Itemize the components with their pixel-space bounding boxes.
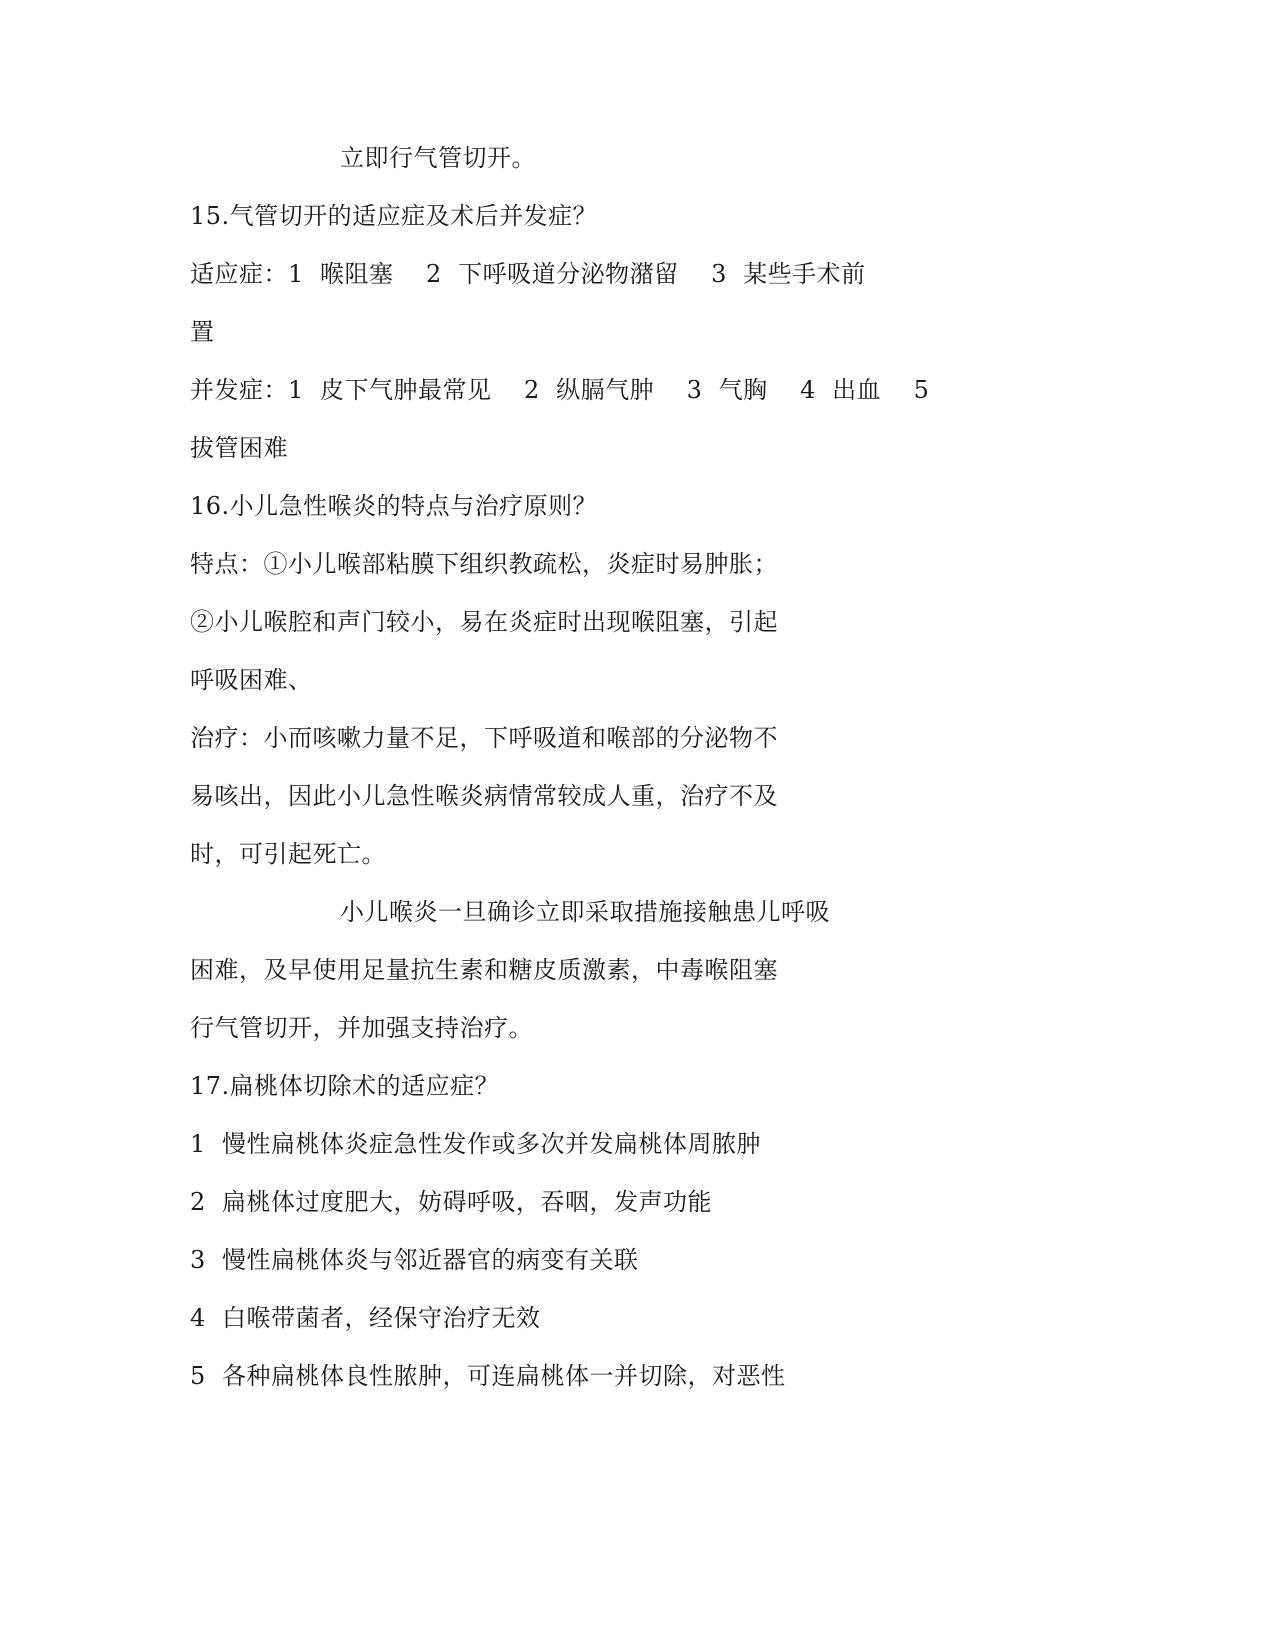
text-line: 易咳出，因此小儿急性喉炎病情常较成人重，治疗不及 xyxy=(190,782,778,810)
list-item: 1 慢性扁桃体炎症急性发作或多次并发扁桃体周脓肿 xyxy=(190,1130,762,1158)
text-line: 特点：①小儿喉部粘膜下组织教疏松，炎症时易肿胀； xyxy=(190,550,778,578)
text-line: 立即行气管切开。 xyxy=(340,144,536,172)
question-heading: 17.扁桃体切除术的适应症？ xyxy=(190,1072,500,1100)
text-line: 治疗：小而咳嗽力量不足，下呼吸道和喉部的分泌物不 xyxy=(190,724,778,752)
list-item: 2 扁桃体过度肥大，妨碍呼吸，吞咽，发声功能 xyxy=(190,1188,713,1216)
text-line: 困难，及早使用足量抗生素和糖皮质激素，中毒喉阻塞 xyxy=(190,956,778,984)
text-line: 时，可引起死亡。 xyxy=(190,840,386,868)
question-heading: 15.气管切开的适应症及术后并发症？ xyxy=(190,202,598,230)
list-item: 4 白喉带菌者，经保守治疗无效 xyxy=(190,1304,541,1332)
text-line: 拔管困难 xyxy=(190,434,288,462)
text-line: 置 xyxy=(190,318,215,346)
text-line: 小儿喉炎一旦确诊立即采取措施接触患儿呼吸 xyxy=(340,898,830,926)
list-item: 5 各种扁桃体良性脓肿，可连扁桃体一并切除，对恶性 xyxy=(190,1362,786,1390)
question-heading: 16.小儿急性喉炎的特点与治疗原则？ xyxy=(190,492,598,520)
text-line: 并发症：1 皮下气肿最常见 2 纵膈气肿 3 气胸 4 出血 5 xyxy=(190,376,930,404)
text-line: 适应症：1 喉阻塞 2 下呼吸道分泌物潴留 3 某些手术前 xyxy=(190,260,866,288)
text-line: ②小儿喉腔和声门较小，易在炎症时出现喉阻塞，引起 xyxy=(190,608,778,636)
text-line: 呼吸困难、 xyxy=(190,666,313,694)
list-item: 3 慢性扁桃体炎与邻近器官的病变有关联 xyxy=(190,1246,639,1274)
text-line: 行气管切开，并加强支持治疗。 xyxy=(190,1014,533,1042)
